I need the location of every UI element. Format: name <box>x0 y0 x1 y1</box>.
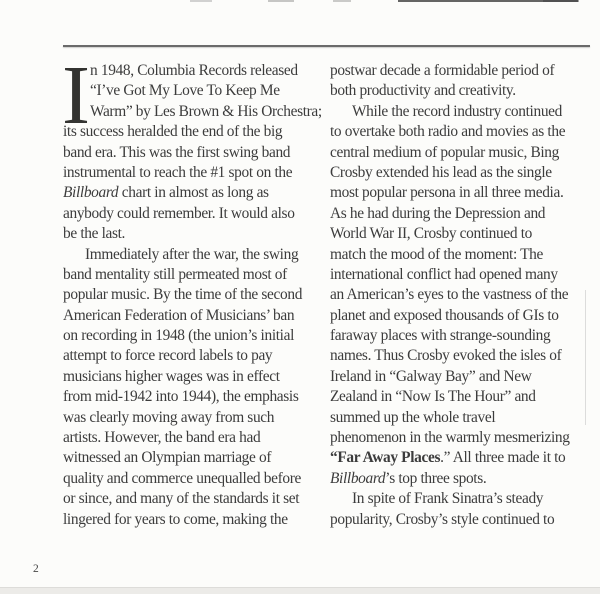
text-line <box>63 326 311 346</box>
body-text: As he had during the Depression and <box>330 204 546 222</box>
text-line <box>63 143 311 163</box>
text-line <box>330 102 586 122</box>
body-text: popularity, Crosby’s style continued to <box>330 510 555 528</box>
text-line <box>63 122 311 142</box>
text-line <box>63 428 311 448</box>
text-line <box>63 285 311 305</box>
text-line <box>63 204 311 224</box>
text-line <box>330 326 586 346</box>
text-line <box>330 306 586 326</box>
text-line <box>330 204 586 224</box>
body-text: American Federation of Musicians’ ban <box>63 306 295 324</box>
italic-text: Billboard <box>63 184 119 202</box>
body-text: on recording in 1948 (the union’s initial <box>63 327 295 345</box>
body-text: from mid-1942 into 1944), the emphasis <box>63 388 299 406</box>
text-line <box>63 81 311 101</box>
scan-edge-right <box>585 290 586 425</box>
text-line <box>330 143 586 163</box>
text-line <box>63 163 311 183</box>
body-text: its success heralded the end of the big <box>63 123 283 141</box>
body-text: “I’ve Got My Love To Keep Me <box>90 82 280 100</box>
text-line <box>63 61 311 81</box>
body-text: international conflict had opened many <box>330 265 558 283</box>
text-line <box>63 245 311 265</box>
body-text: lingered for years to come, making the <box>63 510 288 528</box>
text-line <box>330 367 586 387</box>
italic-text: Billboard <box>330 469 386 487</box>
body-text: planet and exposed thousands of GIs to <box>330 306 559 324</box>
body-text: was clearly moving away from such <box>63 408 275 426</box>
body-text: In spite of Frank Sinatra’s steady <box>352 490 544 508</box>
text-line <box>63 346 311 366</box>
text-line <box>330 265 586 285</box>
body-text: World War II, Crosby continued to <box>330 225 532 243</box>
text-line <box>63 183 311 203</box>
body-text: phenomenon in the warmly mesmerizing <box>330 429 570 447</box>
text-line <box>330 163 586 183</box>
body-text: anybody could remember. It would also <box>63 204 295 222</box>
text-line <box>63 265 311 285</box>
text-line <box>330 224 586 244</box>
body-text: central medium of popular music, Bing <box>330 143 559 161</box>
body-text: .” All three made it to <box>440 449 566 467</box>
text-line <box>63 367 311 387</box>
text-line <box>330 510 586 530</box>
text-line <box>330 61 586 81</box>
body-text: match the mood of the moment: The <box>330 245 543 263</box>
body-text: Immediately after the war, the swing <box>85 245 299 263</box>
body-text: quality and commerce unequalled before <box>63 469 301 487</box>
text-line <box>63 408 311 428</box>
body-text: witnessed an Olympian marriage of <box>63 449 272 467</box>
text-line <box>330 387 586 407</box>
body-text: n 1948, Columbia Records released <box>90 62 298 79</box>
body-text: musicians higher wages was in effect <box>63 367 280 385</box>
text-line <box>330 245 586 265</box>
body-text: to overtake both radio and movies as the <box>330 123 566 141</box>
article-column-right <box>330 61 586 530</box>
text-line <box>330 489 586 509</box>
body-text: band mentality still permeated most of <box>63 265 287 283</box>
drop-cap: I <box>62 49 90 142</box>
text-line <box>63 489 311 509</box>
body-text: both productivity and creativity. <box>330 82 516 100</box>
scan-artifact-dash <box>543 0 579 2</box>
body-text: Zealand in “Now Is The Hour” and <box>330 388 536 406</box>
text-line <box>330 428 586 448</box>
body-text: While the record industry continued <box>352 102 562 120</box>
body-text: an American’s eyes to the vastness of the <box>330 286 569 304</box>
text-line <box>330 183 586 203</box>
text-line <box>63 510 311 530</box>
text-line <box>63 306 311 326</box>
bold-text: “Far Away Places <box>330 449 441 467</box>
body-text: ’s top three spots. <box>385 469 487 487</box>
text-line <box>63 224 311 244</box>
body-text: instrumental to reach the #1 spot on the <box>63 163 293 181</box>
scan-edge-bottom <box>0 587 600 594</box>
body-text: Crosby extended his lead as the single <box>330 163 552 181</box>
text-line <box>330 448 586 468</box>
top-rule <box>63 45 590 47</box>
body-text: band era. This was the first swing band <box>63 143 291 161</box>
text-line <box>330 122 586 142</box>
text-line <box>330 285 586 305</box>
text-line <box>330 81 586 101</box>
scan-artifact-dash <box>190 0 212 2</box>
body-text: attempt to force record labels to pay <box>63 347 273 365</box>
text-line <box>330 408 586 428</box>
scan-artifact-dash <box>333 0 351 2</box>
body-text: most popular persona in all three media. <box>330 184 564 202</box>
body-text: faraway places with strange-sounding <box>330 327 551 345</box>
body-text: names. Thus Crosby evoked the isles of <box>330 347 562 365</box>
body-text: be the last. <box>63 225 126 243</box>
body-text: artists. However, the band era had <box>63 429 261 447</box>
text-line <box>63 102 322 122</box>
body-text: summed up the whole travel <box>330 408 496 426</box>
body-text: Warm” by Les Brown & His Orchestra; <box>90 102 322 120</box>
text-line <box>330 469 586 489</box>
text-line <box>63 469 311 489</box>
body-text: Ireland in “Galway Bay” and New <box>330 367 532 385</box>
body-text: popular music. By the time of the second <box>63 286 303 304</box>
text-line <box>330 346 586 366</box>
body-text: chart in almost as long as <box>118 184 269 202</box>
body-text: postwar decade a formidable period of <box>330 62 555 79</box>
article-column-left <box>62 49 322 530</box>
text-line <box>63 448 311 468</box>
body-text: or since, and many of the standards it set <box>63 490 300 508</box>
scan-artifact-dash <box>268 0 294 2</box>
page-number: 2 <box>33 563 39 575</box>
text-line <box>63 387 311 407</box>
